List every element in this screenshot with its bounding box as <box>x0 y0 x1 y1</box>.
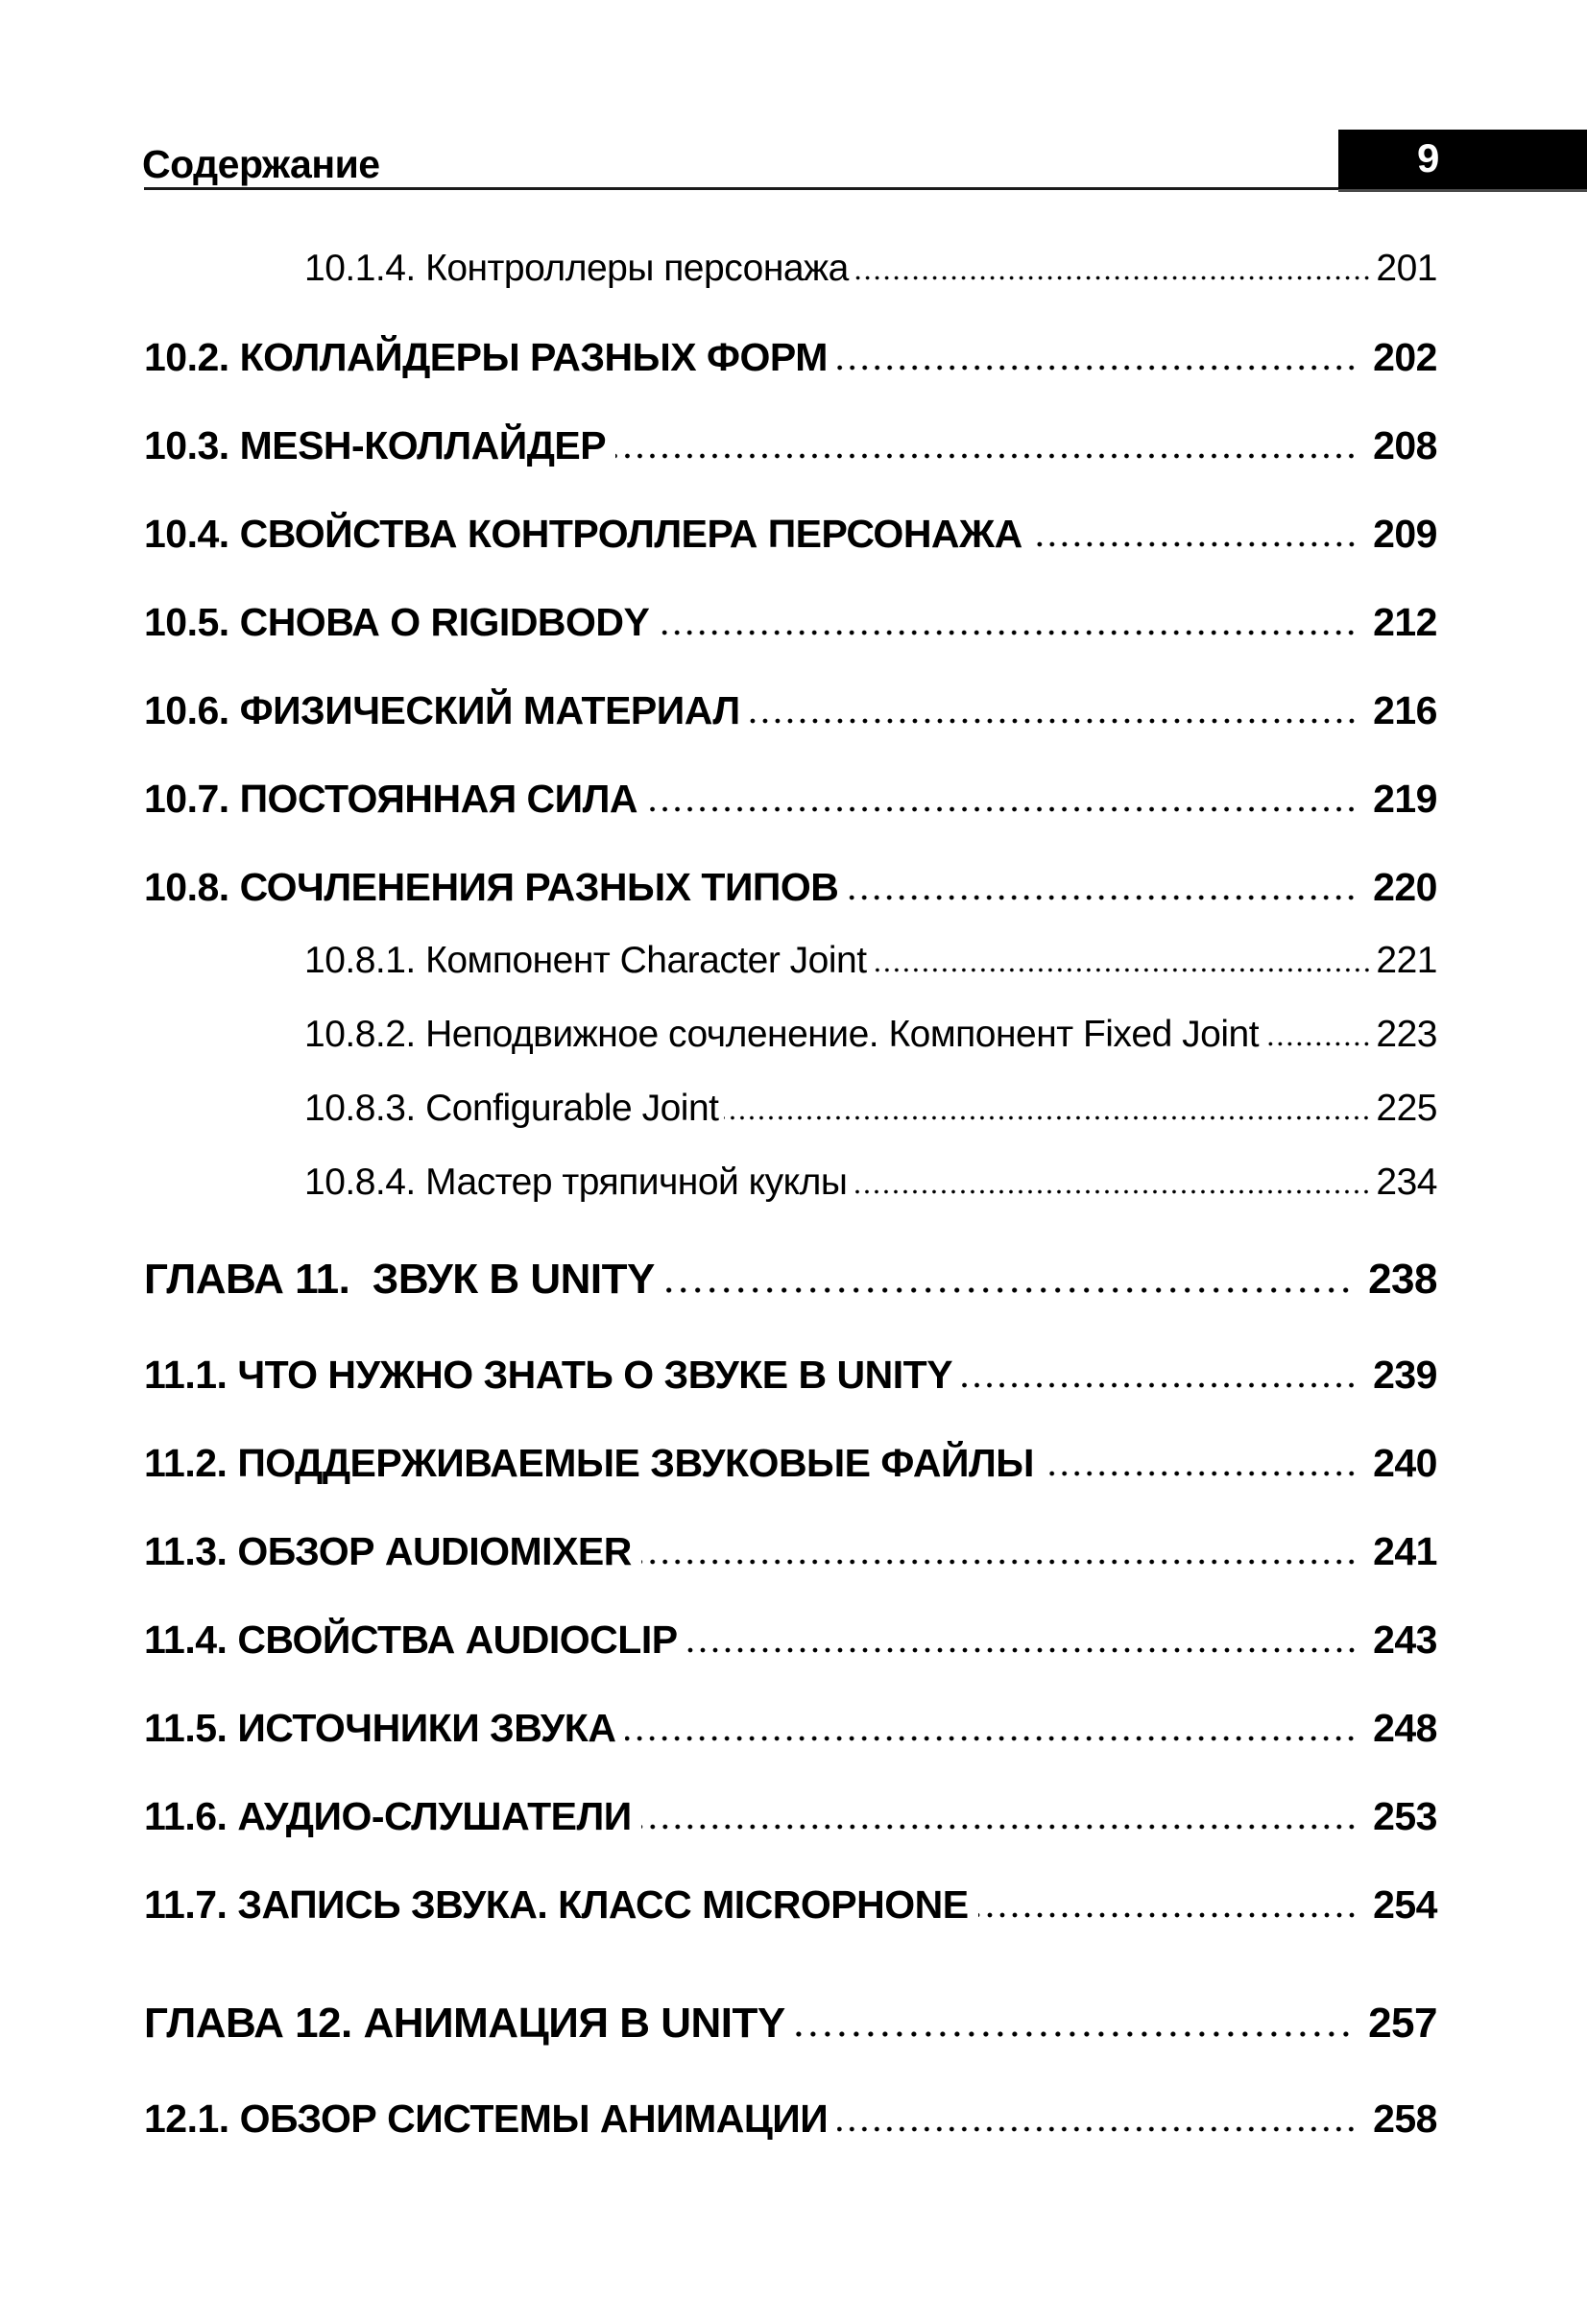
toc-chapter-entry <box>144 1255 1437 1305</box>
entry-label: 10.8.1. Компонент Character Joint <box>304 940 867 981</box>
dot-leader <box>641 1559 1358 1565</box>
toc-entry <box>144 1881 1437 1928</box>
toc-entry <box>144 1086 1437 1132</box>
entry-page: 241 <box>1373 1529 1437 1573</box>
page-title: Содержание <box>142 142 380 186</box>
entry-label: 11.3. ОБЗОР AUDIOMIXER <box>144 1529 632 1573</box>
entry-page: 221 <box>1376 940 1437 981</box>
page-number-tab <box>1338 130 1587 192</box>
entry-label: 11.5. ИСТОЧНИКИ ЗВУКА <box>144 1706 616 1750</box>
toc-entry <box>144 1352 1437 1398</box>
entry-label: 11.4. СВОЙСТВА AUDIOCLIP <box>144 1617 678 1662</box>
dot-leader <box>641 1824 1358 1830</box>
entry-label: 10.1.4. Контроллеры персонажа <box>304 248 849 289</box>
toc-entry <box>144 2096 1437 2142</box>
entry-label: 10.8.2. Неподвижное сочленение. Компонент Fixed Joint <box>304 1014 1260 1055</box>
entry-label: 11.7. ЗАПИСЬ ЗВУКА. КЛАСС MICROPHONE <box>144 1882 969 1927</box>
dot-leader <box>795 2031 1353 2037</box>
toc-entry <box>144 599 1437 645</box>
dot-leader <box>687 1647 1359 1653</box>
toc-entry <box>144 776 1437 822</box>
entry-label: 11.1. ЧТО НУЖНО ЗНАТЬ О ЗВУКЕ В UNITY <box>144 1353 953 1397</box>
entry-page: 216 <box>1373 688 1437 732</box>
toc-entry <box>144 1705 1437 1751</box>
dot-leader <box>853 1189 1371 1194</box>
dot-leader <box>837 2126 1358 2132</box>
entry-page: 208 <box>1373 423 1437 467</box>
entry-page: 253 <box>1373 1794 1437 1838</box>
entry-page: 223 <box>1376 1014 1437 1055</box>
entry-page: 257 <box>1368 2000 1437 2047</box>
dot-leader <box>664 1287 1353 1293</box>
toc-entry <box>144 1528 1437 1574</box>
entry-page: 220 <box>1373 865 1437 909</box>
entry-page: 212 <box>1373 600 1437 644</box>
toc-entry <box>144 1160 1437 1206</box>
entry-page: 238 <box>1368 1256 1437 1303</box>
toc-entry <box>144 1012 1437 1058</box>
entry-label: 10.2. КОЛЛАЙДЕРЫ РАЗНЫХ ФОРМ <box>144 335 828 379</box>
dot-leader <box>615 453 1358 459</box>
entry-page: 202 <box>1373 335 1437 379</box>
header-rule <box>144 187 1338 190</box>
toc-entry <box>144 864 1437 910</box>
dot-leader <box>873 968 1372 972</box>
entry-label: 10.8.4. Мастер тряпичной куклы <box>304 1162 848 1203</box>
dot-leader <box>659 630 1358 635</box>
entry-label: 10.8. СОЧЛЕНЕНИЯ РАЗНЫХ ТИПОВ <box>144 865 839 909</box>
dot-leader <box>1032 541 1358 547</box>
dot-leader <box>848 895 1358 900</box>
entry-page: 234 <box>1376 1162 1437 1203</box>
toc-entry <box>144 422 1437 468</box>
toc-entry <box>144 1617 1437 1663</box>
entry-label: 10.8.3. Configurable Joint <box>304 1088 719 1129</box>
dot-leader <box>978 1912 1359 1918</box>
toc-entry <box>144 1440 1437 1486</box>
dot-leader <box>1044 1471 1358 1476</box>
toc-entry <box>144 687 1437 733</box>
entry-page: 225 <box>1376 1088 1437 1129</box>
entry-label: ГЛАВА 12. АНИМАЦИЯ В UNITY <box>144 2000 785 2047</box>
toc-entry <box>144 938 1437 984</box>
entry-label: 10.6. ФИЗИЧЕСКИЙ МАТЕРИАЛ <box>144 688 740 732</box>
entry-page: 201 <box>1376 248 1437 289</box>
toc-chapter-entry <box>144 1999 1437 2048</box>
table-of-contents <box>144 192 1437 2142</box>
entry-page: 240 <box>1373 1441 1437 1485</box>
entry-page: 254 <box>1373 1882 1437 1927</box>
dot-leader <box>854 276 1372 280</box>
toc-entry <box>144 334 1437 380</box>
dot-leader <box>837 365 1358 371</box>
entry-page: 219 <box>1373 777 1437 821</box>
dot-leader <box>750 718 1358 724</box>
dot-leader <box>647 806 1358 812</box>
page-number: 9 <box>1417 135 1440 180</box>
entry-label: 11.2. ПОДДЕРЖИВАЕМЫЕ ЗВУКОВЫЕ ФАЙЛЫ <box>144 1441 1034 1485</box>
entry-label: 12.1. ОБЗОР СИСТЕМЫ АНИМАЦИИ <box>144 2096 829 2141</box>
entry-label: 10.4. СВОЙСТВА КОНТРОЛЛЕРА ПЕРСОНАЖА <box>144 512 1022 556</box>
toc-entry <box>144 1793 1437 1839</box>
dot-leader <box>1264 1042 1371 1046</box>
entry-label: 10.7. ПОСТОЯННАЯ СИЛА <box>144 777 638 821</box>
dot-leader <box>625 1736 1358 1741</box>
entry-page: 248 <box>1373 1706 1437 1750</box>
entry-label: 10.5. СНОВА О RIGIDBODY <box>144 600 650 644</box>
entry-label: ГЛАВА 11. ЗВУК В UNITY <box>144 1256 655 1303</box>
entry-page: 209 <box>1373 512 1437 556</box>
toc-entry <box>144 511 1437 557</box>
entry-page: 239 <box>1373 1353 1437 1397</box>
entry-page: 243 <box>1373 1617 1437 1662</box>
dot-leader <box>724 1115 1371 1120</box>
toc-entry <box>144 246 1437 292</box>
entry-page: 258 <box>1373 2096 1437 2141</box>
entry-label: 10.3. MESH-КОЛЛАЙДЕР <box>144 423 607 467</box>
entry-label: 11.6. АУДИО-СЛУШАТЕЛИ <box>144 1794 632 1838</box>
dot-leader <box>962 1382 1358 1388</box>
